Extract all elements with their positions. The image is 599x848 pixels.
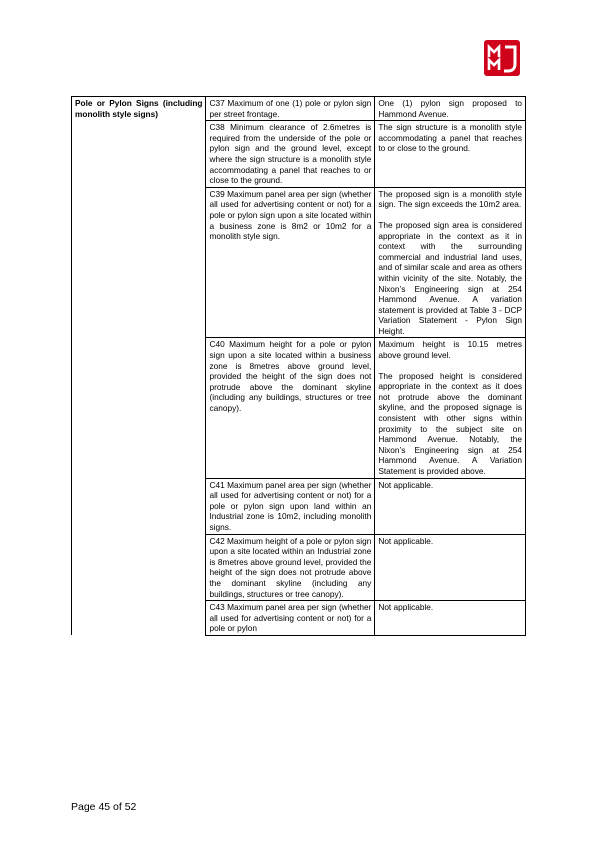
response-cell	[375, 121, 526, 188]
response-cell	[375, 478, 526, 534]
category-cell: Pole or Pylon Signs (including monolith style signs)	[72, 97, 206, 636]
response-cell	[375, 534, 526, 601]
response-paragraph: Not applicable.	[378, 479, 434, 490]
control-cell: C42 Maximum height of a pole or pylon sign upon a site located within an Industrial zone is 8metres above ground level, provided the height of the sign does not protrude above the dominant skyline (including any buildings, structures or tree canopy).	[206, 534, 375, 601]
response-paragraph: Maximum height is 10.15 metres above ground level.	[378, 339, 522, 361]
response-paragraph: The sign structure is a monolith style accommodating a panel that reaches to or close to the ground.	[378, 122, 522, 154]
response-paragraph: The proposed sign is a monolith style sign. The sign exceeds the 10m2 area.	[378, 188, 522, 210]
control-cell: C37 Maximum of one (1) pole or pylon sign per street frontage.	[206, 97, 375, 121]
response-cell	[375, 187, 526, 338]
response-cell	[375, 338, 526, 478]
page-number: Page 45 of 52	[71, 801, 137, 813]
mmj-logo-icon	[484, 40, 520, 76]
signage-compliance-table	[71, 96, 526, 636]
response-paragraph: Not applicable.	[378, 602, 434, 613]
response-paragraph: The proposed sign area is considered appropriate in the context as it in context with the surrounding commercial and industrial land uses, and of similar scale and area as others within vicinity of the site. Notably, the Nixon’s Engineering sign at 254 Hammond Avenue. A variation statement is provided at Table 3 - DCP Variation Statement - Pylon Sign Height.	[378, 219, 522, 336]
control-cell: C38 Minimum clearance of 2.6metres is required from the underside of the pole or pylon sign and the ground level, except where the sign structure is a monolith style accommodating a panel that reaches to or close to the ground.	[206, 121, 375, 188]
response-cell	[375, 601, 526, 636]
control-cell: C41 Maximum panel area per sign (whether all used for advertising content or not) for a pole or pylon sign upon land within an Industrial zone is 10m2, including monolith signs.	[206, 478, 375, 534]
response-paragraph: The proposed height is considered appropriate in the context as it does not protrude above the dominant skyline, and the proposed signage is consistent with other signs within proximity to the subject site on Hammond Avenue. Notably, the Nixon’s Engineering sign at 254 Hammond Avenue. A Variation Statement is provided above.	[378, 370, 522, 476]
response-paragraph: One (1) pylon sign proposed to Hammond Avenue.	[378, 98, 522, 119]
response-cell	[375, 97, 526, 121]
control-cell: C43 Maximum panel area per sign (whether all used for advertising content or not) for a pole or pylon	[206, 601, 375, 636]
response-paragraph: Not applicable.	[378, 535, 434, 546]
table-row	[72, 97, 526, 121]
control-cell: C39 Maximum panel area per sign (whether all used for advertising content or not) for a pole or pylon sign upon a site located within a business zone is 8m2 or 10m2 for a monolith style sign.	[206, 187, 375, 338]
control-cell: C40 Maximum height for a pole or pylon sign upon a site located within a business zone is 8metres above ground level, provided the height of the sign does not protrude above the dominant skyline (including any buildings, structures or tree canopy).	[206, 338, 375, 478]
